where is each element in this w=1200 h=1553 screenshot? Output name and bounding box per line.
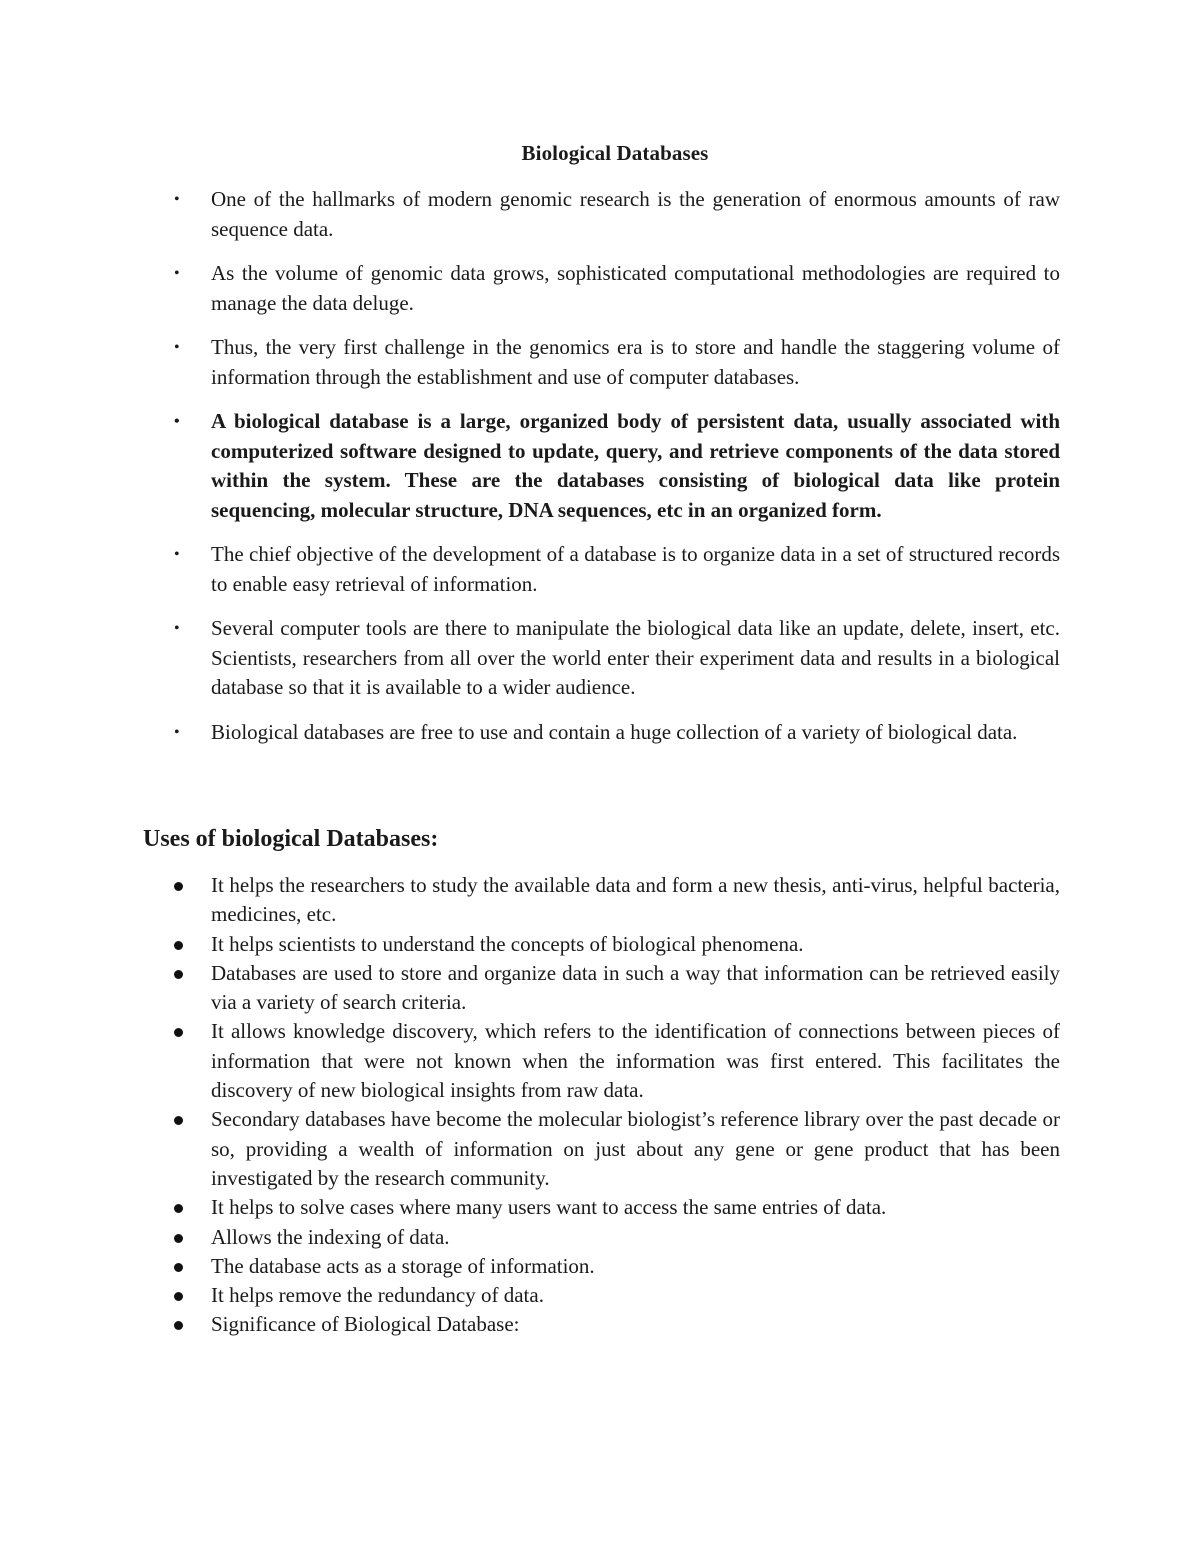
list-item-text: It helps scientists to understand the concepts of biological phenomena.: [211, 931, 804, 956]
list-item-text: Allows the indexing of data.: [211, 1224, 450, 1249]
list-item: [172, 1193, 1060, 1222]
list-item-text: It helps to solve cases where many users want to access the same entries of data.: [211, 1195, 887, 1220]
list-item: [172, 333, 1060, 392]
list-item-text: One of the hallmarks of modern genomic research is the generation of enormous amounts of raw sequence data.: [211, 187, 1060, 241]
list-item-text: It allows knowledge discovery, which refers to the identification of connections between pieces of information that were not known when the information was first entered. This facilitates the discovery of new biological insights from raw data.: [211, 1019, 1060, 1103]
bullet-icon: •: [174, 265, 180, 282]
bullet-dot-icon: [174, 970, 183, 979]
list-item: [172, 185, 1060, 244]
list-item-text: Several computer tools are there to manipulate the biological data like an update, delete, insert, etc. Scientists, researchers from all over the world enter their experiment data and results in a biological database so that it is available to a wider audience.: [211, 616, 1060, 699]
bullet-dot-icon: [174, 941, 183, 950]
list-item: [172, 614, 1060, 703]
document-title: Biological Databases: [521, 141, 709, 165]
list-item: [172, 1017, 1060, 1105]
bullet-dot-icon: [174, 1263, 183, 1272]
bullet-dot-icon: [174, 1321, 183, 1330]
list-item-text: Significance of Biological Database:: [211, 1312, 520, 1337]
uses-bullet-list: [172, 871, 1060, 1340]
bullet-icon: •: [174, 620, 180, 637]
list-item: [172, 1105, 1060, 1193]
bullet-dot-icon: [174, 1028, 183, 1037]
bullet-dot-icon: [174, 882, 183, 891]
list-item-text: Secondary databases have become the molecular biologist’s reference library over the past decade or so, providing a wealth of information on just about any gene or gene product that has been investigated by the research community.: [211, 1107, 1060, 1190]
list-item: [172, 1252, 1060, 1281]
list-item: [172, 718, 1060, 748]
list-item-text: As the volume of genomic data grows, sophisticated computational methodologies are required to manage the data deluge.: [211, 261, 1060, 315]
list-item-text: It helps remove the redundancy of data.: [211, 1283, 544, 1308]
intro-bullet-list: [172, 185, 1060, 762]
list-item: [172, 1281, 1060, 1310]
bullet-dot-icon: [174, 1234, 183, 1243]
list-item-bold-definition: [172, 407, 1060, 525]
bullet-icon: •: [174, 339, 180, 356]
list-item: [172, 871, 1060, 930]
bullet-dot-icon: [174, 1292, 183, 1301]
list-item: [172, 930, 1060, 959]
list-item: [172, 259, 1060, 318]
bullet-icon: •: [174, 191, 180, 208]
bullet-dot-icon: [174, 1116, 183, 1125]
list-item-text: The chief objective of the development of a database is to organize data in a set of structured records to enable easy retrieval of information.: [211, 542, 1060, 596]
list-item-text: Biological databases are free to use and contain a huge collection of a variety of biological data.: [211, 719, 1018, 744]
uses-heading: Uses of biological Databases:: [143, 826, 439, 852]
list-item-text: A biological database is a large, organized body of persistent data, usually associated with computerized software designed to update, query, and retrieve components of the data stored within the system. These are the databases consisting of biological data like protein sequencing, molecular structure, DNA sequences, etc in an organized form.: [211, 409, 1060, 522]
bullet-icon: •: [174, 413, 180, 430]
list-item: [172, 1310, 1060, 1339]
bullet-icon: •: [174, 723, 180, 741]
list-item-text: Databases are used to store and organize data in such a way that information can be retrieved easily via a variety of search criteria.: [211, 960, 1060, 1015]
bullet-icon: •: [174, 546, 180, 563]
list-item-text: It helps the researchers to study the available data and form a new thesis, anti-virus, helpful bacteria, medicines, etc.: [211, 873, 1060, 927]
bullet-dot-icon: [174, 1204, 183, 1213]
list-item-text: Thus, the very first challenge in the genomics era is to store and handle the staggering volume of information through the establishment and use of computer databases.: [211, 335, 1060, 389]
list-item: [172, 959, 1060, 1018]
list-item: [172, 1223, 1060, 1252]
list-item-text: The database acts as a storage of information.: [211, 1253, 595, 1278]
list-item: [172, 540, 1060, 599]
